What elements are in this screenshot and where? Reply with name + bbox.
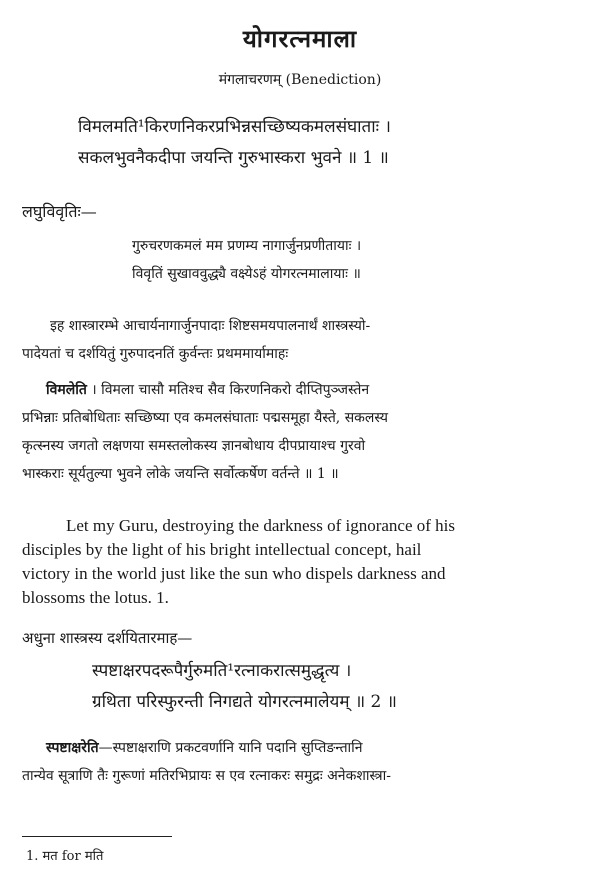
commentary-line: कृत्स्नस्य जगतो लक्षणया समस्तलोकस्य ज्ञानबोधाय दीपप्रायाश्च गुरवो xyxy=(22,438,366,454)
laghu-verse xyxy=(132,232,361,288)
verse-2-line: स्पष्टाक्षरपदरूपैर्गुरुमति¹रत्नाकरात्समुद्धृत्य । xyxy=(92,661,352,681)
verse-2 xyxy=(92,656,397,718)
commentary-line xyxy=(22,376,388,404)
verse-1 xyxy=(78,112,391,174)
translation-line: Let my Guru, destroying the darkness of ignorance of his xyxy=(66,516,456,535)
intro-line: पादेयतां च दर्शयितुं गुरुपादनतिं कुर्वन्तः प्रथममार्यामाहः xyxy=(22,346,289,362)
translation-line: disciples by the light of his bright intellectual concept, hail xyxy=(22,540,422,559)
commentary-line xyxy=(22,734,391,762)
laghu-verse-line: विवृतिं सुखाववुद्ध्यै वक्ष्येऽहं योगरत्नमालायाः ॥ xyxy=(132,266,361,282)
verse-1-line: सकलभुवनैकदीपा जयन्ति गुरुभास्करा भुवने ॥ 1 ॥ xyxy=(78,148,389,168)
commentary-line: भास्कराः सूर्यतुल्या भुवने लोके जयन्ति सर्वोत्कर्षेण वर्तन्ते ॥ 1 ॥ xyxy=(22,466,339,482)
commentary-keyword: स्पष्टाक्षरेति xyxy=(46,740,99,756)
laghu-heading: लघुविवृतिः— xyxy=(22,202,97,221)
footnote-divider xyxy=(22,836,172,837)
section-subtitle: मंगलाचरणम् (Benediction) xyxy=(218,72,382,88)
commentary-1 xyxy=(22,376,388,488)
translation-line: blossoms the lotus. 1. xyxy=(22,588,169,607)
intro-paragraph xyxy=(22,312,370,368)
commentary-line: तान्येव सूत्राणि तैः गुरूणां मतिरभिप्रायः स एव रत्नाकरः समुद्रः अनेकशास्त्रा- xyxy=(22,768,391,784)
verse-1-line: विमलमति¹किरणनिकरप्रभिन्नसच्छिष्यकमलसंघाताः । xyxy=(78,117,391,137)
commentary-2 xyxy=(22,734,391,790)
translation-line: victory in the world just like the sun who dispels darkness and xyxy=(22,564,446,583)
laghu-verse-line: गुरुचरणकमलं मम प्रणम्य नागार्जुनप्रणीतायाः । xyxy=(132,238,362,254)
verse-2-line: ग्रथिता परिस्फुरन्ती निगद्यते योगरत्नमालेयम् ॥ 2 ॥ xyxy=(92,692,397,712)
intro-line: इह शास्त्रारम्भे आचार्यनागार्जुनपादाः शिष्टसमयपालनार्थं शास्त्रस्यो- xyxy=(50,318,371,334)
commentary-keyword: विमलेति xyxy=(46,382,87,398)
adhuna-heading: अधुना शास्त्रस्य दर्शयितारमाह— xyxy=(22,629,193,647)
commentary-text: । विमला चासौ मतिश्च सैव किरणनिकरो दीप्तिपुञ्जस्तेन xyxy=(91,382,370,398)
page-title: योगरत्नमाला xyxy=(242,24,358,53)
commentary-text: —स्पष्टाक्षराणि प्रकटवर्णानि यानि पदानि सुप्तिङन्तानि xyxy=(98,740,363,756)
commentary-line: प्रभिन्नाः प्रतिबोधिताः सच्छिष्या एव कमलसंघाताः पद्मसमूहा यैस्ते, सकलस्य xyxy=(22,410,388,426)
english-translation xyxy=(22,514,455,610)
footnote: 1. मत for मति xyxy=(26,849,104,864)
